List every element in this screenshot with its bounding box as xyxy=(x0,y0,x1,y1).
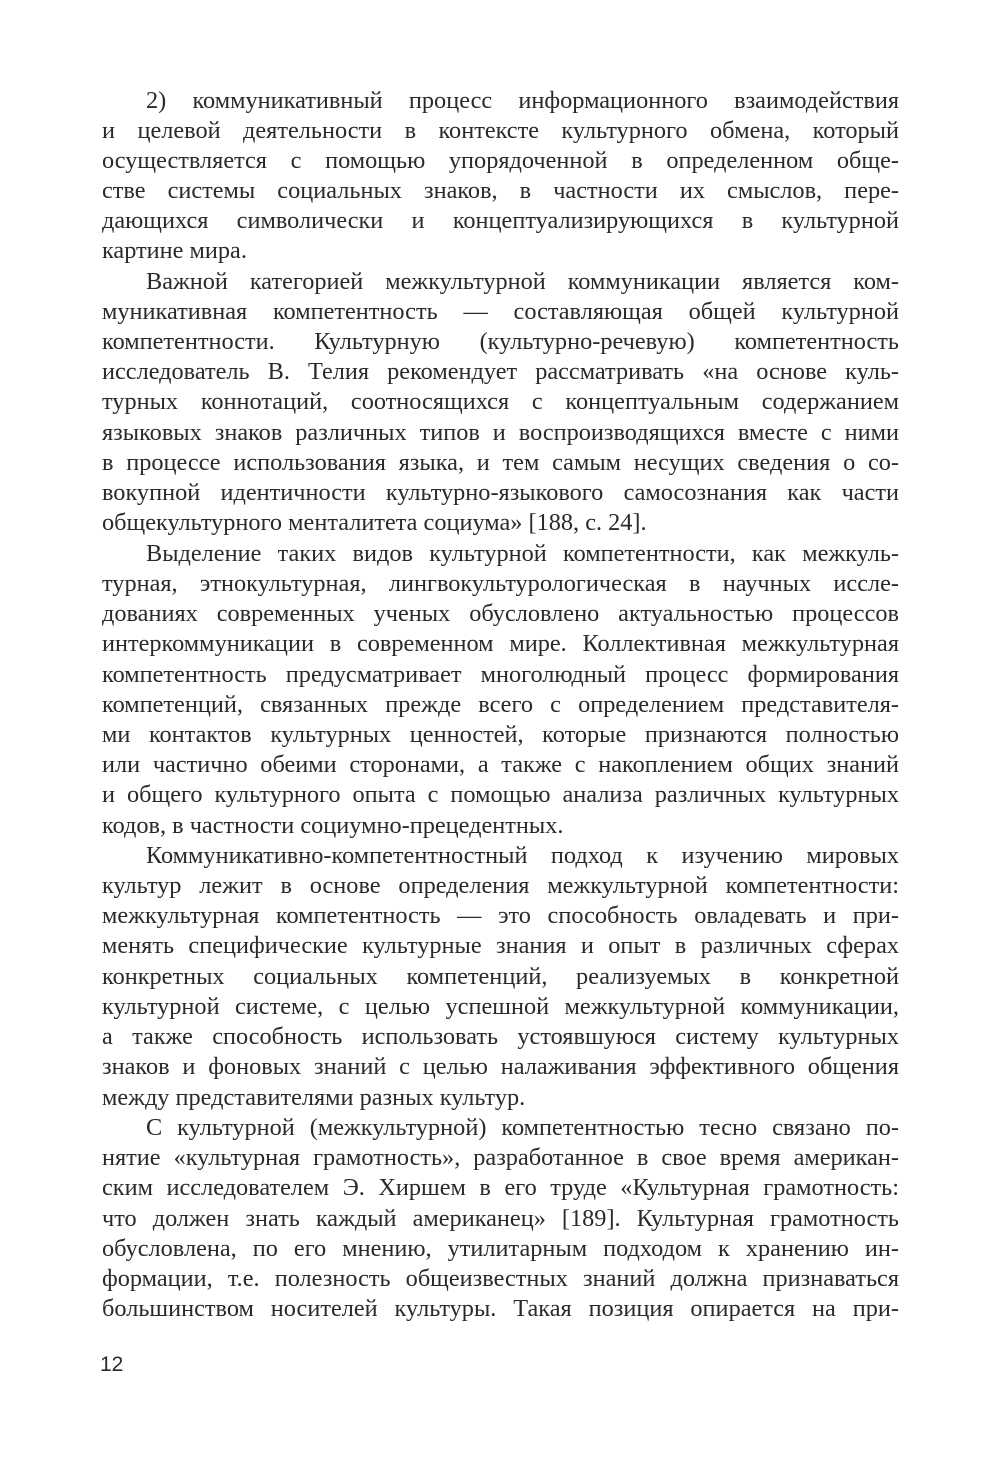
text-line: Выделение таких видов культурной компетентности, как межкуль- xyxy=(146,540,899,567)
text-line: компетентности. Культурную (культурно-речевую) компетентность xyxy=(102,328,899,355)
text-line: и общего культурного опыта с помощью анализа различных культурных xyxy=(102,781,899,808)
text-line: в процессе использования языка, и тем самым несущих сведения о со- xyxy=(102,449,899,476)
text-line: С культурной (межкультурной) компетентностью тесно связано по- xyxy=(146,1114,899,1141)
text-line: дающихся символически и концептуализирующихся в культурной xyxy=(102,207,899,234)
text-line: компетенций, связанных прежде всего с определением представителя- xyxy=(102,691,899,718)
text-line: менять специфические культурные знания и опыт в различных сферах xyxy=(102,932,899,959)
text-line: турная, этнокультурная, лингвокультурологическая в научных иссле- xyxy=(102,570,899,597)
body-text xyxy=(102,86,899,1326)
text-line: ми контактов культурных ценностей, которые признаются полностью xyxy=(102,721,899,748)
text-line: культурной системе, с целью успешной межкультурной коммуникации, xyxy=(102,993,899,1020)
text-line: вокупной идентичности культурно-языкового самосознания как части xyxy=(102,479,899,506)
text-line: турных коннотаций, соотносящихся с концептуальным содержанием xyxy=(102,388,899,415)
text-line: что должен знать каждый американец» [189]. Культурная грамотность xyxy=(102,1205,899,1232)
text-line: конкретных социальных компетенций, реализуемых в конкретной xyxy=(102,963,899,990)
text-line: формации, т.е. полезность общеизвестных знаний должна признаваться xyxy=(102,1265,899,1292)
text-line: картине мира. xyxy=(102,237,247,264)
text-line: большинством носителей культуры. Такая позиция опирается на при- xyxy=(102,1295,899,1322)
text-line: ским исследователем Э. Хиршем в его труде «Культурная грамотность: xyxy=(102,1174,899,1201)
text-line: общекультурного менталитета социума» [188, с. 24]. xyxy=(102,509,647,536)
text-line: культур лежит в основе определения межкультурной компетентности: xyxy=(102,872,899,899)
text-line: нятие «культурная грамотность», разработанное в свое время американ- xyxy=(102,1144,899,1171)
text-line: обусловлена, по его мнению, утилитарным подходом к хранению ин- xyxy=(102,1235,899,1262)
text-line: 2) коммуникативный процесс информационного взаимодействия xyxy=(146,87,899,114)
text-line: исследователь В. Телия рекомендует рассматривать «на основе куль- xyxy=(102,358,899,385)
text-line: и целевой деятельности в контексте культурного обмена, который xyxy=(102,117,899,144)
text-line: межкультурная компетентность — это способность овладевать и при- xyxy=(102,902,899,929)
text-line: кодов, в частности социумно-прецедентных. xyxy=(102,812,564,839)
text-line: муникативная компетентность — составляющая общей культурной xyxy=(102,298,899,325)
text-line: Важной категорией межкультурной коммуникации является ком- xyxy=(146,268,899,295)
text-line: между представителями разных культур. xyxy=(102,1084,526,1111)
text-line: дованиях современных ученых обусловлено актуальностью процессов xyxy=(102,600,899,627)
text-line: а также способность использовать устоявшуюся систему культурных xyxy=(102,1023,899,1050)
text-line: языковых знаков различных типов и воспроизводящихся вместе с ними xyxy=(102,419,899,446)
page-number: 12 xyxy=(100,1353,124,1376)
text-line: стве системы социальных знаков, в частности их смыслов, пере- xyxy=(102,177,899,204)
text-line: знаков и фоновых знаний с целью налаживания эффективного общения xyxy=(102,1053,899,1080)
text-line: компетентность предусматривает многолюдный процесс формирования xyxy=(102,661,899,688)
text-line: или частично обеими сторонами, а также с накоплением общих знаний xyxy=(102,751,899,778)
text-line: интеркоммуникации в современном мире. Коллективная межкультурная xyxy=(102,630,899,657)
text-line: Коммуникативно-компетентностный подход к изучению мировых xyxy=(146,842,899,869)
text-line: осуществляется с помощью упорядоченной в определенном обще- xyxy=(102,147,899,174)
